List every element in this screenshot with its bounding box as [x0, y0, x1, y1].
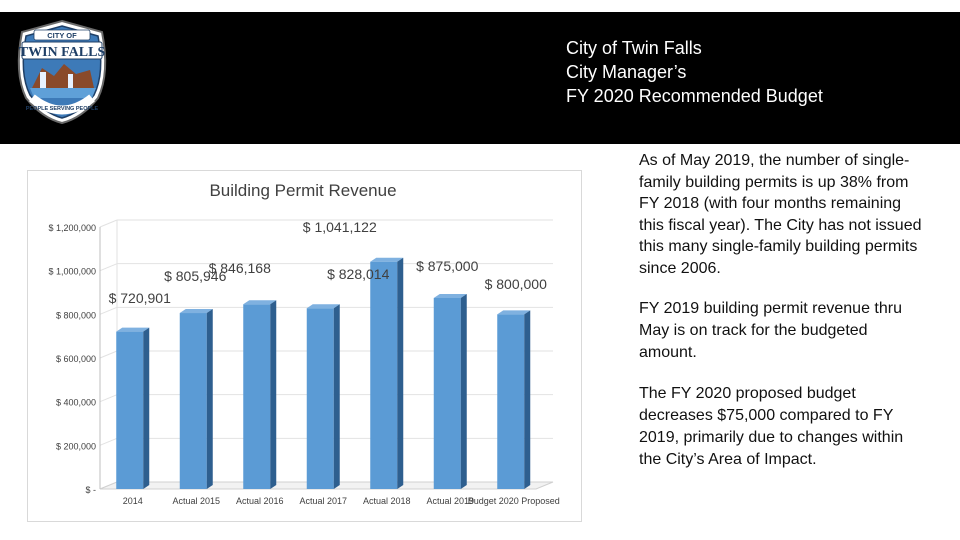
chart-title: Building Permit Revenue — [209, 181, 397, 200]
bar — [434, 298, 461, 489]
bar-side — [207, 309, 213, 489]
data-label: $ 720,901 — [108, 290, 171, 306]
bar-side — [334, 304, 340, 489]
gridline-depth — [100, 264, 117, 271]
bar-side — [143, 328, 149, 489]
bar — [307, 308, 334, 489]
x-tick-label: Actual 2017 — [299, 496, 348, 506]
x-tick-label: Actual 2019 — [426, 496, 475, 506]
y-tick-label: $ 600,000 — [55, 354, 96, 364]
y-tick-label: $ 1,200,000 — [48, 223, 96, 233]
gridline-depth — [100, 220, 117, 227]
logo-top-text: CITY OF — [47, 31, 77, 40]
gridline-depth — [100, 438, 117, 445]
title-line: FY 2020 Recommended Budget — [566, 86, 823, 106]
chart-canvas — [28, 171, 581, 521]
bar — [180, 313, 207, 489]
bar-side — [397, 258, 403, 489]
data-label: $ 805,946 — [164, 268, 227, 284]
x-tick-label: Actual 2016 — [235, 496, 284, 506]
notes-panel — [639, 150, 924, 490]
y-tick-label: $ 1,000,000 — [48, 266, 96, 277]
data-label: $ 1,041,122 — [302, 219, 377, 235]
logo-name: TWIN FALLS — [18, 45, 106, 60]
bar — [497, 314, 524, 489]
note-paragraph: The FY 2020 proposed budget decreases $75,000 compared to FY 2019, primarily due to changes within the City’s Area of Impact. — [639, 385, 904, 468]
x-tick-label: Actual 2018 — [362, 496, 411, 506]
bar-side — [461, 294, 467, 489]
bar-side — [524, 310, 530, 489]
x-tick-label: Budget 2020 Proposed — [467, 496, 560, 506]
gridline-depth — [100, 395, 117, 402]
header-bar — [0, 12, 960, 144]
gridline-depth — [100, 307, 117, 314]
bar — [116, 332, 143, 489]
title-line: City Manager’s — [566, 62, 687, 82]
y-tick-label: $ - — [85, 485, 96, 495]
y-tick-label: $ 800,000 — [55, 310, 96, 321]
bar-side — [270, 300, 276, 489]
data-label: $ 875,000 — [416, 258, 479, 274]
data-label: $ 846,168 — [208, 260, 271, 276]
presentation-title — [566, 36, 823, 108]
title-line: City of Twin Falls — [566, 38, 702, 58]
bar — [370, 262, 397, 489]
city-logo — [10, 18, 114, 126]
note-paragraph: FY 2019 building permit revenue thru May is on track for the budgeted amount. — [639, 300, 902, 361]
gridline-depth — [100, 351, 117, 358]
x-tick-label: Actual 2015 — [172, 496, 221, 506]
logo-motto: PEOPLE SERVING PEOPLE — [25, 106, 99, 112]
bar — [243, 304, 270, 489]
x-tick-label: 2014 — [122, 496, 143, 506]
note-paragraph: As of May 2019, the number of single-family building permits is up 38% from FY 2018 (with four months remaining this fiscal year). The City has not issued this many single-family building permits since 2006. — [639, 152, 922, 277]
y-tick-label: $ 400,000 — [55, 397, 96, 408]
building-permit-chart — [27, 170, 582, 522]
data-label: $ 828,014 — [327, 266, 390, 282]
data-label: $ 800,000 — [484, 276, 547, 292]
y-tick-label: $ 200,000 — [55, 441, 96, 452]
